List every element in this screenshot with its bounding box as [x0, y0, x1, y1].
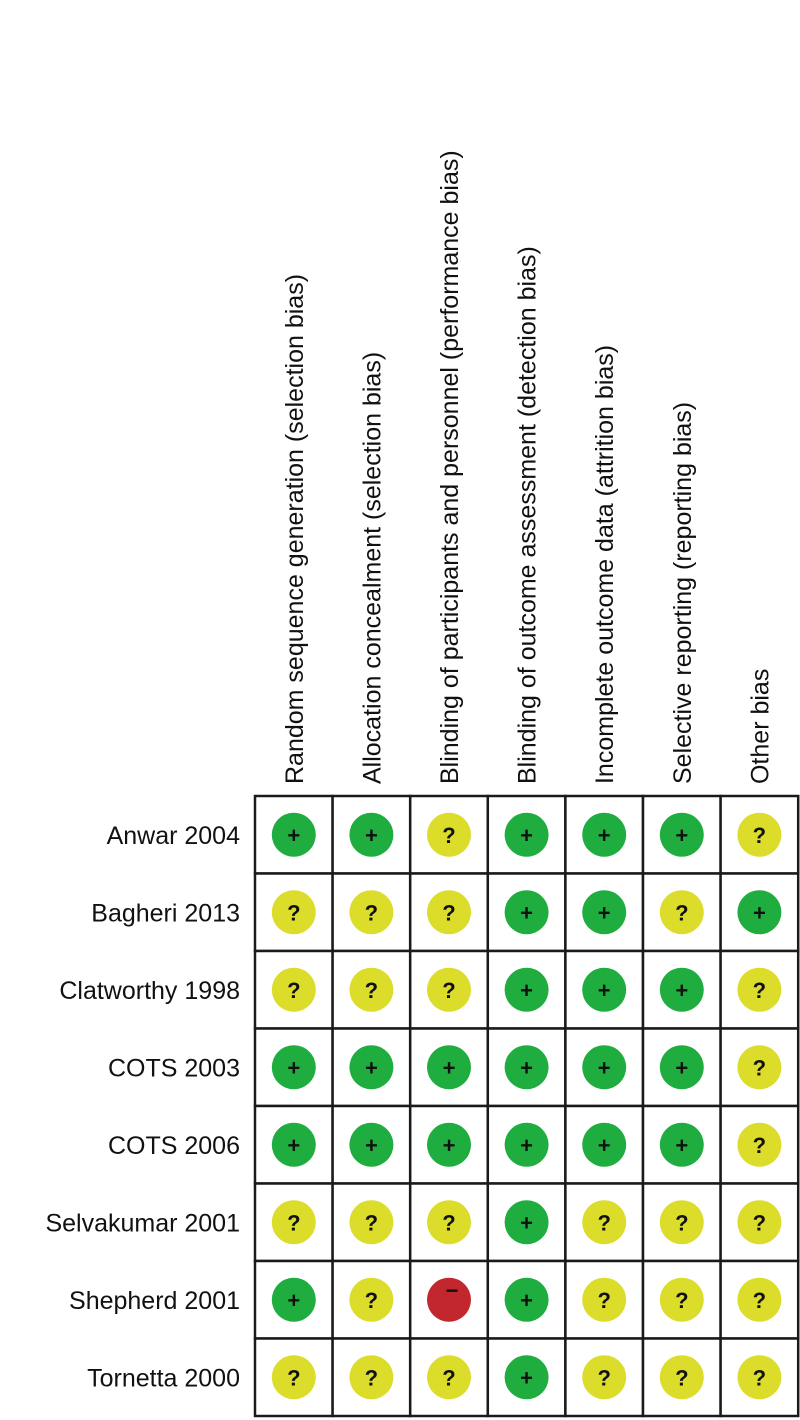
- rating-unclear-symbol: ?: [752, 1210, 767, 1236]
- rating-unclear-symbol: ?: [442, 1365, 456, 1391]
- study-label: COTS 2006: [107, 1131, 240, 1160]
- rating-low-symbol: +: [597, 900, 611, 926]
- rating-low-symbol: +: [675, 977, 689, 1003]
- rating-low-symbol: +: [597, 822, 611, 848]
- rating-low-symbol: +: [442, 1132, 456, 1158]
- risk-grid: [255, 796, 798, 1416]
- rating-high-symbol: −: [445, 1277, 459, 1303]
- rating-unclear-symbol: ?: [442, 1210, 456, 1236]
- column-label: Incomplete outcome data (attrition bias): [591, 344, 620, 784]
- rating-unclear-symbol: ?: [752, 1055, 767, 1081]
- rating-unclear-symbol: ?: [597, 1210, 611, 1236]
- rating-unclear-symbol: ?: [442, 900, 456, 926]
- rating-unclear-symbol: ?: [675, 1210, 689, 1236]
- rating-low-symbol: +: [520, 1210, 534, 1236]
- column-label: Allocation concealment (selection bias): [358, 351, 387, 784]
- rating-unclear-symbol: ?: [752, 1365, 767, 1391]
- rating-unclear-symbol: ?: [364, 977, 379, 1003]
- column-labels: [281, 150, 775, 784]
- study-label: Clatworthy 1998: [59, 976, 240, 1005]
- rating-low-symbol: +: [364, 1055, 378, 1081]
- rating-unclear-symbol: ?: [364, 1210, 379, 1236]
- rating-low-symbol: +: [520, 1287, 534, 1313]
- study-label: Tornetta 2000: [87, 1364, 240, 1393]
- study-label: Anwar 2004: [106, 821, 240, 850]
- rating-low-symbol: +: [520, 900, 534, 926]
- rating-low-symbol: +: [597, 977, 611, 1003]
- column-label: Random sequence generation (selection bias): [280, 273, 309, 784]
- rating-low-symbol: +: [675, 1055, 689, 1081]
- rating-low-symbol: +: [520, 1132, 534, 1158]
- rating-unclear-symbol: ?: [364, 1287, 379, 1313]
- rating-low-symbol: +: [675, 1132, 689, 1158]
- rating-unclear-symbol: ?: [442, 977, 456, 1003]
- rating-low-symbol: +: [287, 1287, 301, 1313]
- rating-unclear-symbol: ?: [287, 1210, 301, 1236]
- rating-low-symbol: +: [597, 1132, 611, 1158]
- rating-low-symbol: +: [520, 977, 534, 1003]
- column-label: Other bias: [746, 668, 775, 784]
- rating-unclear-symbol: ?: [752, 1132, 767, 1158]
- rating-low-symbol: +: [364, 822, 378, 848]
- rating-unclear-symbol: ?: [675, 900, 689, 926]
- rating-unclear-symbol: ?: [597, 1365, 611, 1391]
- rating-unclear-symbol: ?: [364, 1365, 379, 1391]
- study-label: Shepherd 2001: [69, 1286, 240, 1315]
- rating-unclear-symbol: ?: [752, 1287, 767, 1313]
- rating-low-symbol: +: [520, 1365, 534, 1391]
- rating-low-symbol: +: [287, 1055, 301, 1081]
- study-label: Bagheri 2013: [91, 899, 240, 928]
- rating-low-symbol: +: [520, 1055, 534, 1081]
- rating-unclear-symbol: ?: [597, 1287, 611, 1313]
- rating-unclear-symbol: ?: [752, 822, 767, 848]
- rating-low-symbol: +: [597, 1055, 611, 1081]
- rating-unclear-symbol: ?: [287, 1365, 301, 1391]
- rating-low-symbol: +: [752, 900, 766, 926]
- column-label: Blinding of outcome assessment (detection bias): [513, 246, 542, 784]
- rating-unclear-symbol: ?: [442, 822, 456, 848]
- rating-unclear-symbol: ?: [287, 900, 301, 926]
- rating-low-symbol: +: [287, 822, 301, 848]
- rating-unclear-symbol: ?: [675, 1365, 689, 1391]
- rating-unclear-symbol: ?: [364, 900, 379, 926]
- rating-unclear-symbol: ?: [752, 977, 767, 1003]
- rating-low-symbol: +: [442, 1055, 456, 1081]
- rating-unclear-symbol: ?: [287, 977, 301, 1003]
- row-labels: [45, 822, 240, 1393]
- study-label: COTS 2003: [107, 1054, 240, 1083]
- rating-low-symbol: +: [287, 1132, 301, 1158]
- rating-low-symbol: +: [520, 822, 534, 848]
- column-label: Blinding of participants and personnel (performance bias): [436, 150, 464, 784]
- column-label: Selective reporting (reporting bias): [668, 401, 697, 784]
- rating-unclear-symbol: ?: [675, 1287, 689, 1313]
- study-label: Selvakumar 2001: [45, 1209, 240, 1238]
- rating-low-symbol: +: [675, 822, 689, 848]
- rating-low-symbol: +: [364, 1132, 378, 1158]
